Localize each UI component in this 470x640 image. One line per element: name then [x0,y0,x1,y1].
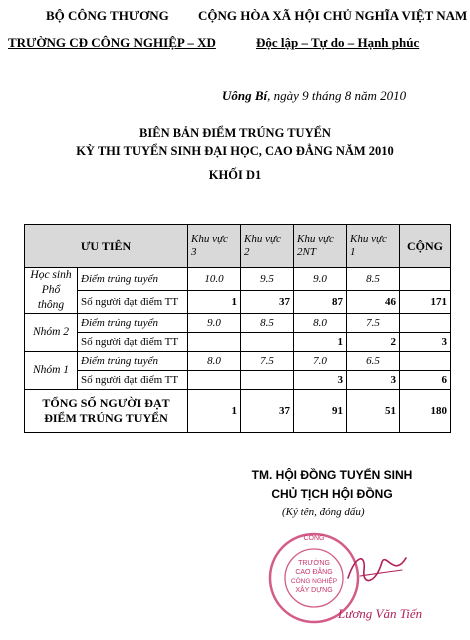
national-motto: Độc lập – Tự do – Hạnh phúc [256,35,420,50]
document-title: BIÊN BẢN ĐIỂM TRÚNG TUYỂN [139,126,331,140]
total-cell: 1 [188,390,241,433]
grand-total-label-line: TỔNG SỐ NGƯỜI ĐẠT [42,396,170,410]
grand-total-label [25,390,188,433]
group-total-cell: 3 [400,333,451,352]
empty-cell [400,268,451,291]
count-cell: 1 [294,333,347,352]
total-column-header: CỘNG [400,225,451,268]
count-cell [241,371,294,390]
column-header-area-3 [188,225,241,268]
stamp-line: TRƯỜNG [298,560,330,567]
total-cell: 91 [294,390,347,433]
group-name: Nhóm 1 [25,352,78,390]
empty-cell [400,352,451,371]
group-name-line: Phổ thông [37,284,65,311]
count-label: Số người đạt điểm TT [78,371,188,390]
table-row [25,352,451,371]
table-row [25,371,451,390]
column-header-value: 3 [191,246,197,258]
signature-council: TM. HỘI ĐỒNG TUYỂN SINH [251,468,413,482]
date-text: , ngày 9 tháng 8 năm 2010 [267,88,407,103]
table-row [25,333,451,352]
score-cell: 9.0 [294,268,347,291]
school-name: TRƯỜNG CĐ CÔNG NGHIỆP – XD [8,35,216,50]
document-date [222,88,406,104]
score-cell: 8.5 [347,268,400,291]
handwritten-signature-icon [342,548,412,588]
exam-block: KHỐI D1 [208,168,262,182]
score-cell: 6.5 [347,352,400,371]
score-cell: 7.5 [347,314,400,333]
count-label: Số người đạt điểm TT [78,291,188,314]
priority-header: ƯU TIÊN [25,225,188,268]
table-row [25,291,451,314]
count-cell: 3 [347,371,400,390]
count-cell: 37 [241,291,294,314]
score-cell: 8.0 [294,314,347,333]
count-cell: 87 [294,291,347,314]
count-cell [188,333,241,352]
column-header-area-2nt [294,225,347,268]
total-cell: 51 [347,390,400,433]
exam-title: KỲ THI TUYỂN SINH ĐẠI HỌC, CAO ĐẲNG NĂM 2010 [76,144,394,158]
signature-role: CHỦ TỊCH HỘI ĐỒNG [271,487,393,501]
total-cell: 37 [241,390,294,433]
republic-name: CỘNG HÒA XÃ HỘI CHỦ NGHĨA VIỆT NAM [198,8,468,23]
column-header-value: 2NT [297,246,316,258]
signer-name: Lương Văn Tiến [338,606,423,621]
ministry-name: BỘ CÔNG THƯƠNG [46,8,169,23]
column-header-label: Khu vực [297,233,334,245]
column-header-area-2 [241,225,294,268]
score-cell: 8.0 [188,352,241,371]
table-row [25,314,451,333]
empty-cell [400,314,451,333]
group-total-cell: 6 [400,371,451,390]
column-header-label: Khu vực [191,233,228,245]
grand-total-cell: 180 [400,390,451,433]
count-cell: 3 [294,371,347,390]
grand-total-label-line: ĐIỂM TRÚNG TUYỂN [44,411,168,425]
signature-note: (Ký tên, đóng dấu) [282,506,365,518]
column-header-area-1 [347,225,400,268]
column-header-value: 1 [350,246,356,258]
score-cell: 9.0 [188,314,241,333]
score-cell: 7.5 [241,352,294,371]
score-cell: 7.0 [294,352,347,371]
score-table [24,224,451,433]
stamp-top-text: CÔNG [303,535,325,542]
score-label: Điểm trúng tuyển [78,268,188,291]
table-header-row [25,225,451,268]
score-cell: 9.5 [241,268,294,291]
count-cell [241,333,294,352]
date-place: Uông Bí [222,88,268,103]
group-name-line: Học sinh [30,269,72,281]
count-cell [188,371,241,390]
group-total-cell: 171 [400,291,451,314]
stamp-line: CAO ĐẲNG [295,569,333,576]
score-label: Điểm trúng tuyển [78,314,188,333]
count-cell: 46 [347,291,400,314]
group-name [25,268,78,314]
count-label: Số người đạt điểm TT [78,333,188,352]
score-cell: 8.5 [241,314,294,333]
count-cell: 1 [188,291,241,314]
table-row [25,268,451,291]
column-header-label: Khu vực [244,233,281,245]
column-header-label: Khu vực [350,233,387,245]
group-name: Nhóm 2 [25,314,78,352]
column-header-value: 2 [244,246,250,258]
stamp-line: XÂY DỰNG [295,587,333,594]
stamp-line: CÔNG NGHIỆP [290,578,338,585]
score-cell: 10.0 [188,268,241,291]
count-cell: 2 [347,333,400,352]
grand-total-row [25,390,451,433]
score-label: Điểm trúng tuyển [78,352,188,371]
